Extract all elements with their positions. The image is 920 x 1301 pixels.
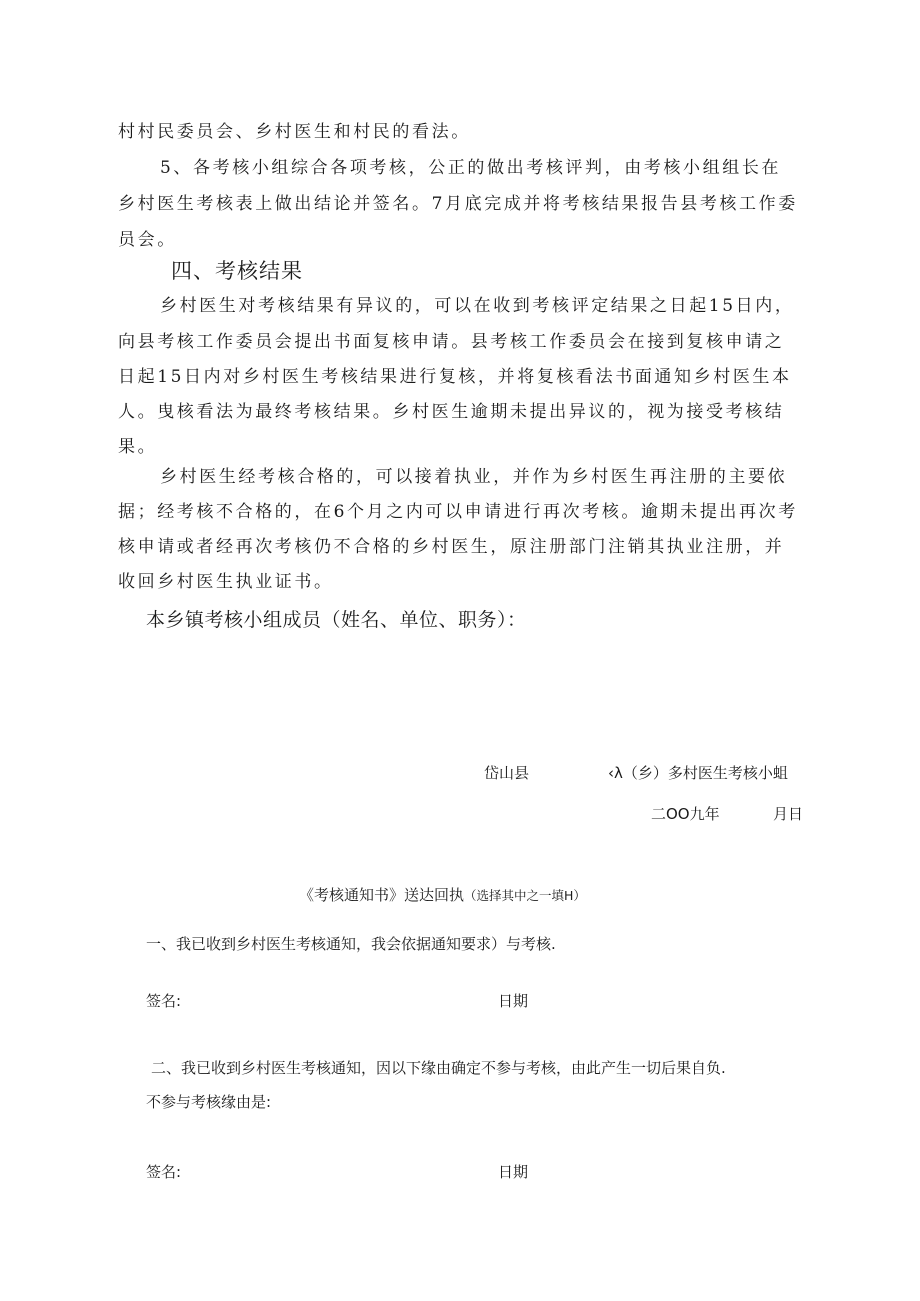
paragraph-line: 人。曳核看法为最终考核结果。乡村医生逾期未提出异议的，视为接受考核结 <box>118 402 785 422</box>
receipt-title-note: （选择其中之一填H） <box>464 888 586 903</box>
paragraph-line: 5、各考核小组综合各项考核，公正的做出考核评判，由考核小组组长在 <box>160 158 782 178</box>
paragraph-line: 收回乡村医生执业证书。 <box>118 572 334 592</box>
paragraph-line: 乡村医生对考核结果有异议的，可以在收到考核评定结果之日起15日内， <box>160 296 795 316</box>
date-label: 日期 <box>498 1163 529 1181</box>
signature-date-year: 二OO九年 <box>651 805 720 823</box>
reason-label: 不参与考核缘由是: <box>146 1093 272 1111</box>
paragraph-line: 据；经考核不合格的，在6个月之内可以申请进行再次考核。逾期未提出再次考 <box>118 502 798 522</box>
receipt-title <box>299 884 586 905</box>
receipt-option-2: 二、我已收到乡村医生考核通知，因以下缘由确定不参与考核，由此产生一切后果自负. <box>151 1059 726 1077</box>
paragraph-line: 日起15日内对乡村医生考核结果进行复核，并将复核看法书面通知乡村医生本 <box>118 367 792 387</box>
signature-date-month-day: 月日 <box>773 805 804 823</box>
paragraph-line: 向县考核工作委员会提出书面复核申请。县考核工作委员会在接到复核申请之 <box>118 332 785 352</box>
paragraph-line: 村村民委员会、乡村医生和村民的看法。 <box>118 122 471 142</box>
signature-county: 岱山县 <box>484 764 530 782</box>
receipt-option-1: 一、我已收到乡村医生考核通知，我会依据通知要求）与考核. <box>146 935 556 953</box>
section-heading: 四、考核结果 <box>171 259 303 283</box>
paragraph-line: 果。 <box>118 437 158 457</box>
signature-org: ‹λ（乡）多村医生考核小蛆 <box>608 764 788 782</box>
paragraph-line: 乡村医生考核表上做出结论并签名。7月底完成并将考核结果报告县考核工作委 <box>118 194 798 214</box>
paragraph-line: 核申请或者经再次考核仍不合格的乡村医生，原注册部门注销其执业注册，并 <box>118 537 785 557</box>
sign-label: 签名: <box>146 992 182 1010</box>
date-label: 日期 <box>498 992 529 1010</box>
sign-label: 签名: <box>146 1163 182 1181</box>
paragraph-line: 员会。 <box>118 230 177 250</box>
paragraph-line: 乡村医生经考核合格的，可以接着执业，并作为乡村医生再注册的主要依 <box>160 467 788 487</box>
receipt-title-text: 《考核通知书》送达回执 <box>299 886 465 904</box>
members-heading: 本乡镇考核小组成员（姓名、单位、职务）： <box>146 609 527 631</box>
